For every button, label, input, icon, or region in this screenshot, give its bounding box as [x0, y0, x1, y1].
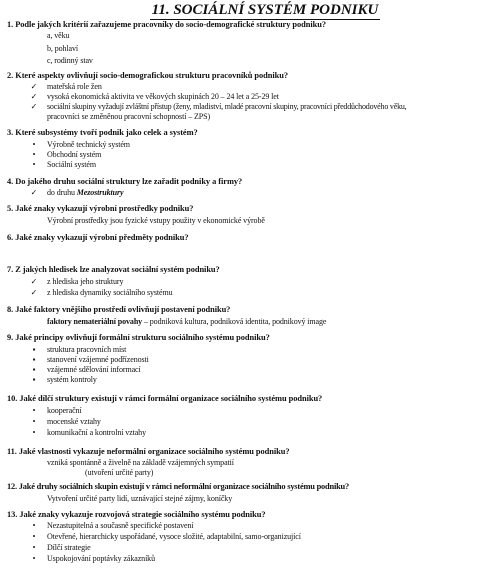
answer-emphasis: Mezostruktury [76, 188, 124, 197]
answer-text [47, 317, 326, 327]
answer-item: Sociální systém [47, 160, 96, 169]
bullet-icon: • [32, 160, 36, 169]
answer-item [47, 188, 123, 198]
answer-item: Nezastupitelná a současně specifické postavení [47, 521, 194, 530]
answer-text: Výrobní prostředky jsou fyzické vstupy použity v ekonomické výrobě [47, 216, 265, 225]
answer-item: z hlediska jeho struktury [47, 277, 124, 286]
answer-item: a, věku [47, 31, 70, 40]
answer-item: vzájemné sdělování informací [47, 365, 141, 374]
bullet-icon: • [32, 406, 36, 415]
answer-item: Dílčí strategie [47, 543, 91, 552]
question-1: 1. Podle jakých kritérií zařazujeme pracovníky do socio-demografické struktury podniku? [7, 20, 327, 29]
answer-text: (utvoření určité party) [85, 468, 154, 477]
answer-item: Otevřené, hierarchicky uspořádané, vysoce složité, adaptabilní, samo-organizující [47, 532, 301, 541]
answer-text: Vytvoření určité party lidí, uznávající stejné zájmy, koníčky [47, 494, 233, 503]
question-12: 12. Jaké druhy sociálních skupin existují v rámci neformální organizace sociálního systému podniku? [7, 482, 349, 491]
answer-item: stanovení vzájemné podřízenosti [47, 355, 149, 364]
answer-item: mateřská role žen [47, 82, 102, 91]
question-3: 3. Které subsystémy tvoří podnik jako celek a systém? [7, 128, 198, 137]
answer-item: vysoká ekonomická aktivita ve věkových skupinách 20 – 24 let a 25-29 let [47, 92, 279, 101]
bullet-icon: • [32, 417, 36, 426]
question-6: 6. Jaké znaky vykazují výrobní předměty podniku? [7, 233, 189, 242]
answer-item: c, rodinný stav [47, 56, 93, 65]
square-bullet-icon: ▪ [32, 355, 36, 364]
question-13: 13. Jaké znaky vykazuje rozvojová strategie sociálního systému podniku? [7, 510, 266, 519]
bullet-icon: • [32, 521, 36, 530]
answer-prefix: do druhu [47, 188, 77, 197]
question-8: 8. Jaké faktory vnějšího prostředí ovlivňují postavení podniku? [7, 305, 231, 314]
bullet-icon: • [32, 543, 36, 552]
check-icon: ✓ [30, 102, 38, 111]
answer-text: vzniká spontánně a živelně na základě vzájemných sympatií [47, 458, 234, 467]
question-10: 10. Jaké dílčí struktury existují v rámci formální organizace sociálního systému podniku? [7, 394, 323, 403]
answer-item: Uspokojování poptávky zákazníků [47, 554, 155, 563]
answer-item: komunikační a kontrolní vztahy [47, 428, 146, 437]
bullet-icon: • [32, 554, 36, 563]
question-11: 11. Jaké vlastnosti vykazuje neformální organizace sociálního systému podniku? [7, 447, 290, 456]
question-7: 7. Z jakých hledisek lze analyzovat sociální systém podniku? [7, 265, 220, 274]
bullet-icon: • [32, 140, 36, 149]
answer-rest: – podniková kultura, podniková identita, podnikový image [142, 317, 327, 326]
answer-item: systém kontroly [47, 375, 97, 384]
question-9: 9. Jaké principy ovlivňují formální strukturu sociálního systému podniku? [7, 333, 270, 342]
check-icon: ✓ [30, 188, 38, 197]
answer-item: kooperační [47, 406, 82, 415]
answer-item: z hlediska dynamiky sociálního systému [47, 288, 173, 297]
check-icon: ✓ [30, 288, 38, 297]
question-5: 5. Jaké znaky vykazují výrobní prostředky podniku? [7, 204, 194, 213]
check-icon: ✓ [30, 92, 38, 101]
answer-item: mocenské vztahy [47, 417, 101, 426]
document-title-wrap [150, 2, 380, 20]
square-bullet-icon: ▪ [32, 345, 36, 354]
bullet-icon: • [32, 532, 36, 541]
answer-item: struktura pracovních míst [47, 345, 127, 354]
square-bullet-icon: ▪ [32, 375, 36, 384]
answer-bold: faktory nemateriální povahy [47, 317, 143, 326]
check-icon: ✓ [30, 277, 38, 286]
square-bullet-icon: ▪ [32, 365, 36, 374]
question-4: 4. Do jakého druhu sociální struktury lze zařadit podniky a firmy? [7, 177, 243, 186]
answer-item: Obchodní systém [47, 150, 102, 159]
answer-item: b, pohlaví [47, 44, 78, 53]
answer-item-continuation: pracovníci se změněnou pracovní schopností – ZPS) [47, 112, 211, 121]
document-title: 11. SOCIÁLNÍ SYSTÉM PODNIKU [151, 2, 379, 18]
question-2: 2. Které aspekty ovlivňují socio-demografickou strukturu pracovníků podniku? [7, 71, 288, 80]
bullet-icon: • [32, 428, 36, 437]
check-icon: ✓ [30, 82, 38, 91]
answer-item: sociální skupiny vyžadují zvláštní přístup (ženy, mladiství, mladé pracovní skupiny, pracovníci předdůchodového věku, [47, 102, 407, 111]
bullet-icon: • [32, 150, 36, 159]
answer-item: Výrobně technický systém [47, 140, 130, 149]
